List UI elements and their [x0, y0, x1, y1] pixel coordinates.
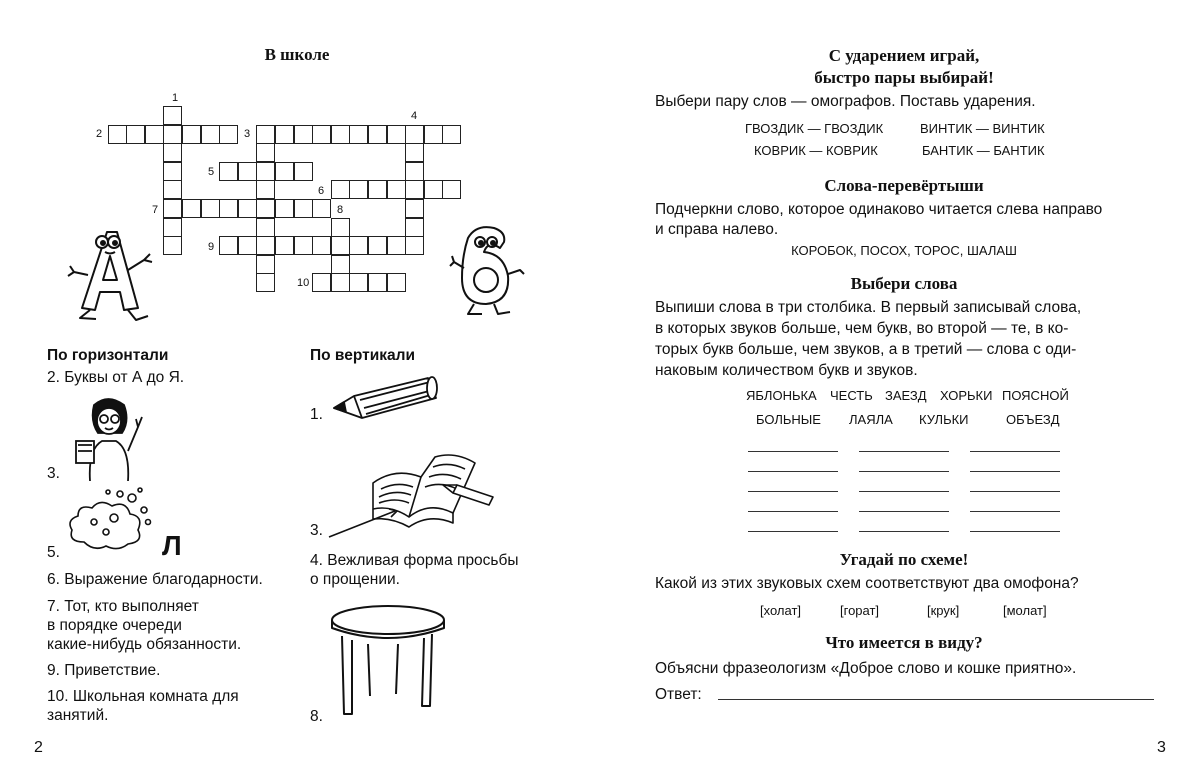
- crossword-cell[interactable]: [238, 199, 257, 218]
- crossword-cell[interactable]: [368, 273, 387, 292]
- table-icon: [328, 602, 448, 720]
- crossword-cell[interactable]: [387, 236, 406, 255]
- answer-field[interactable]: [718, 699, 1154, 700]
- crossword-cell[interactable]: [256, 162, 275, 181]
- crossword-cell[interactable]: [442, 125, 461, 144]
- across-clue-2: 2. Буквы от А до Я.: [47, 369, 185, 386]
- crossword-cell[interactable]: [163, 199, 182, 218]
- right-page-number: 3: [1157, 739, 1166, 756]
- crossword-cell[interactable]: [442, 180, 461, 199]
- letter-a-character-icon: [62, 220, 162, 325]
- crossword-number-7: 7: [152, 204, 159, 216]
- answer-line[interactable]: [859, 531, 949, 532]
- homograph-pair-2[interactable]: ВИНТИК — ВИНТИК: [920, 121, 1045, 136]
- scheme-kholat[interactable]: [холат]: [760, 603, 802, 618]
- crossword-cell[interactable]: [163, 218, 182, 237]
- crossword-cell[interactable]: [312, 236, 331, 255]
- crossword-cell[interactable]: [405, 162, 424, 181]
- word-khorki: ХОРЬКИ: [940, 388, 993, 403]
- crossword-cell[interactable]: [275, 125, 294, 144]
- pencil-icon: [330, 372, 445, 422]
- palindrome-words[interactable]: КОРОБОК, ПОСОХ, ТОРОС, ШАЛАШ: [791, 243, 1017, 258]
- across-clue-5: 5.: [47, 544, 60, 561]
- crossword-cell[interactable]: [219, 236, 238, 255]
- section5-instruction: Объясни фразеологизм «Доброе слово и кошке приятно».: [655, 660, 1077, 677]
- crossword-cell[interactable]: [405, 125, 424, 144]
- crossword-cell[interactable]: [294, 236, 313, 255]
- word-obezd: ОБЪЕЗД: [1006, 412, 1060, 427]
- crossword-number-9: 9: [208, 241, 215, 253]
- down-heading: По вертикали: [310, 347, 415, 364]
- crossword-number-1: 1: [172, 92, 179, 104]
- crossword-cell[interactable]: [331, 125, 350, 144]
- crossword-cell[interactable]: [256, 125, 275, 144]
- answer-line[interactable]: [970, 451, 1060, 452]
- crossword-number-5: 5: [208, 166, 215, 178]
- answer-line[interactable]: [859, 511, 949, 512]
- crossword-number-2: 2: [96, 128, 103, 140]
- crossword-cell[interactable]: [368, 180, 387, 199]
- section2-title: Слова-перевёртыши: [824, 176, 984, 195]
- answer-line[interactable]: [748, 531, 838, 532]
- crossword-cell[interactable]: [387, 273, 406, 292]
- crossword-cell[interactable]: [256, 236, 275, 255]
- section3-text-line4: наковым количеством букв и звуков.: [655, 362, 918, 379]
- across-clue-7-line3: какие-нибудь обязанности.: [47, 636, 242, 653]
- section3-text-line2: в которых звуков больше, чем букв, во второй — те, в ко-: [655, 320, 1069, 337]
- crossword-cell[interactable]: [126, 125, 145, 144]
- scheme-kruk[interactable]: [крук]: [927, 603, 960, 618]
- section4-instruction: Какой из этих звуковых схем соответствуют два омофона?: [655, 575, 1079, 592]
- crossword-cell[interactable]: [349, 180, 368, 199]
- section5-title: Что имеется в виду?: [825, 633, 983, 652]
- letter-l: Л: [162, 530, 182, 561]
- crossword-cell[interactable]: [405, 199, 424, 218]
- crossword-cell[interactable]: [312, 125, 331, 144]
- crossword-number-8: 8: [337, 204, 344, 216]
- section1-title-line1: С ударением играй,: [828, 46, 980, 65]
- crossword-cell[interactable]: [256, 273, 275, 292]
- crossword-cell[interactable]: [294, 199, 313, 218]
- crossword-cell[interactable]: [405, 180, 424, 199]
- word-kulki: КУЛЬКИ: [919, 412, 969, 427]
- crossword-cell[interactable]: [424, 180, 443, 199]
- across-clue-7-line2: в порядке очереди: [47, 617, 182, 634]
- crossword-cell[interactable]: [219, 162, 238, 181]
- crossword-cell[interactable]: [387, 180, 406, 199]
- crossword-cell[interactable]: [201, 199, 220, 218]
- crossword-cell[interactable]: [405, 143, 424, 162]
- crossword-cell[interactable]: [368, 125, 387, 144]
- open-book-icon: [325, 447, 505, 542]
- answer-label: Ответ:: [655, 686, 702, 703]
- answer-line[interactable]: [859, 491, 949, 492]
- answer-line[interactable]: [970, 471, 1060, 472]
- answer-line[interactable]: [748, 471, 838, 472]
- crossword-cell[interactable]: [256, 255, 275, 274]
- section4-title: Угадай по схеме!: [839, 550, 969, 569]
- crossword-cell[interactable]: [349, 125, 368, 144]
- scheme-gorat[interactable]: [горат]: [840, 603, 880, 618]
- crossword-cell[interactable]: [331, 218, 350, 237]
- crossword-cell[interactable]: [256, 199, 275, 218]
- homograph-pair-4[interactable]: БАНТИК — БАНТИК: [922, 143, 1045, 158]
- down-clue-4-line2: о прощении.: [310, 571, 400, 588]
- crossword-cell[interactable]: [219, 199, 238, 218]
- section3-title: Выбери слова: [850, 274, 958, 293]
- answer-line[interactable]: [970, 531, 1060, 532]
- crossword-cell[interactable]: [405, 218, 424, 237]
- word-yablonka: ЯБЛОНЬКА: [746, 388, 817, 403]
- crossword-cell[interactable]: [108, 125, 127, 144]
- across-clue-6: 6. Выражение благодарности.: [47, 571, 263, 588]
- crossword-cell[interactable]: [405, 236, 424, 255]
- crossword-cell[interactable]: [349, 236, 368, 255]
- answer-line[interactable]: [748, 491, 838, 492]
- crossword-cell[interactable]: [275, 162, 294, 181]
- section1-instruction: Выбери пару слов — омографов. Поставь ударения.: [655, 93, 1036, 110]
- across-clue-7-line1: 7. Тот, кто выполняет: [47, 598, 199, 615]
- answer-line[interactable]: [748, 511, 838, 512]
- answer-line[interactable]: [748, 451, 838, 452]
- scheme-molat[interactable]: [молат]: [1003, 603, 1047, 618]
- left-page-number: 2: [34, 739, 43, 756]
- word-zaezd: ЗАЕЗД: [885, 388, 927, 403]
- teacher-icon: [72, 393, 152, 483]
- crossword-cell[interactable]: [368, 236, 387, 255]
- crossword-cell[interactable]: [163, 143, 182, 162]
- down-clue-3: 3.: [310, 522, 323, 539]
- crossword-cell[interactable]: [163, 106, 182, 125]
- answer-line[interactable]: [859, 451, 949, 452]
- answer-line[interactable]: [970, 511, 1060, 512]
- section2-instruction-line1: Подчеркни слово, которое одинаково читается слева направо: [655, 201, 1103, 218]
- left-page-title: В школе: [264, 45, 330, 64]
- down-clue-8: 8.: [310, 708, 323, 725]
- crossword-cell[interactable]: [163, 180, 182, 199]
- crossword-cell[interactable]: [201, 125, 220, 144]
- section3-text-line1: Выпиши слова в три столбика. В первый записывай слова,: [655, 299, 1082, 316]
- crossword-cell[interactable]: [238, 236, 257, 255]
- crossword-number-10: 10: [297, 277, 310, 289]
- crossword-cell[interactable]: [349, 273, 368, 292]
- crossword-cell[interactable]: [256, 218, 275, 237]
- word-bolnye: БОЛЬНЫЕ: [756, 412, 821, 427]
- across-clue-10-line2: занятий.: [47, 707, 109, 724]
- crossword-cell[interactable]: [163, 162, 182, 181]
- crossword-number-4: 4: [411, 110, 418, 122]
- crossword-cell[interactable]: [331, 273, 350, 292]
- letter-b-character-icon: [448, 218, 528, 323]
- across-heading: По горизонтали: [47, 347, 169, 364]
- word-layala: ЛАЯЛА: [849, 412, 893, 427]
- crossword-cell[interactable]: [256, 180, 275, 199]
- word-poyasnoy: ПОЯСНОЙ: [1002, 388, 1069, 403]
- across-clue-9: 9. Приветствие.: [47, 662, 161, 679]
- answer-line[interactable]: [859, 471, 949, 472]
- crossword-cell[interactable]: [331, 255, 350, 274]
- answer-line[interactable]: [970, 491, 1060, 492]
- section1-title-line2: быстро пары выбирай!: [814, 68, 994, 87]
- crossword-cell[interactable]: [275, 236, 294, 255]
- crossword-cell[interactable]: [163, 125, 182, 144]
- crossword-cell[interactable]: [238, 162, 257, 181]
- crossword-cell[interactable]: [145, 125, 164, 144]
- word-chest: ЧЕСТЬ: [830, 388, 873, 403]
- soap-bubbles-icon: [64, 486, 159, 556]
- crossword-number-6: 6: [318, 185, 325, 197]
- crossword-cell[interactable]: [331, 180, 350, 199]
- crossword-cell[interactable]: [256, 143, 275, 162]
- across-clue-10-line1: 10. Школьная комната для: [47, 688, 239, 705]
- crossword-number-3: 3: [244, 128, 251, 140]
- across-clue-3: 3.: [47, 465, 60, 482]
- crossword-cell[interactable]: [182, 125, 201, 144]
- section3-text-line3: торых букв больше, чем звуков, а в третий — слова с оди-: [655, 341, 1077, 358]
- crossword-cell[interactable]: [331, 236, 350, 255]
- crossword-cell[interactable]: [219, 125, 238, 144]
- crossword-cell[interactable]: [387, 125, 406, 144]
- crossword-cell[interactable]: [163, 236, 182, 255]
- crossword-cell[interactable]: [182, 199, 201, 218]
- down-clue-4-line1: 4. Вежливая форма просьбы: [310, 552, 519, 569]
- crossword-cell[interactable]: [424, 125, 443, 144]
- crossword-cell[interactable]: [312, 273, 331, 292]
- down-clue-1: 1.: [310, 406, 323, 423]
- section2-instruction-line2: и справа налево.: [655, 221, 779, 238]
- crossword-cell[interactable]: [294, 162, 313, 181]
- homograph-pair-1[interactable]: ГВОЗДИК — ГВОЗДИК: [745, 121, 884, 136]
- crossword-cell[interactable]: [312, 199, 331, 218]
- crossword-cell[interactable]: [294, 125, 313, 144]
- homograph-pair-3[interactable]: КОВРИК — КОВРИК: [754, 143, 878, 158]
- crossword-cell[interactable]: [275, 199, 294, 218]
